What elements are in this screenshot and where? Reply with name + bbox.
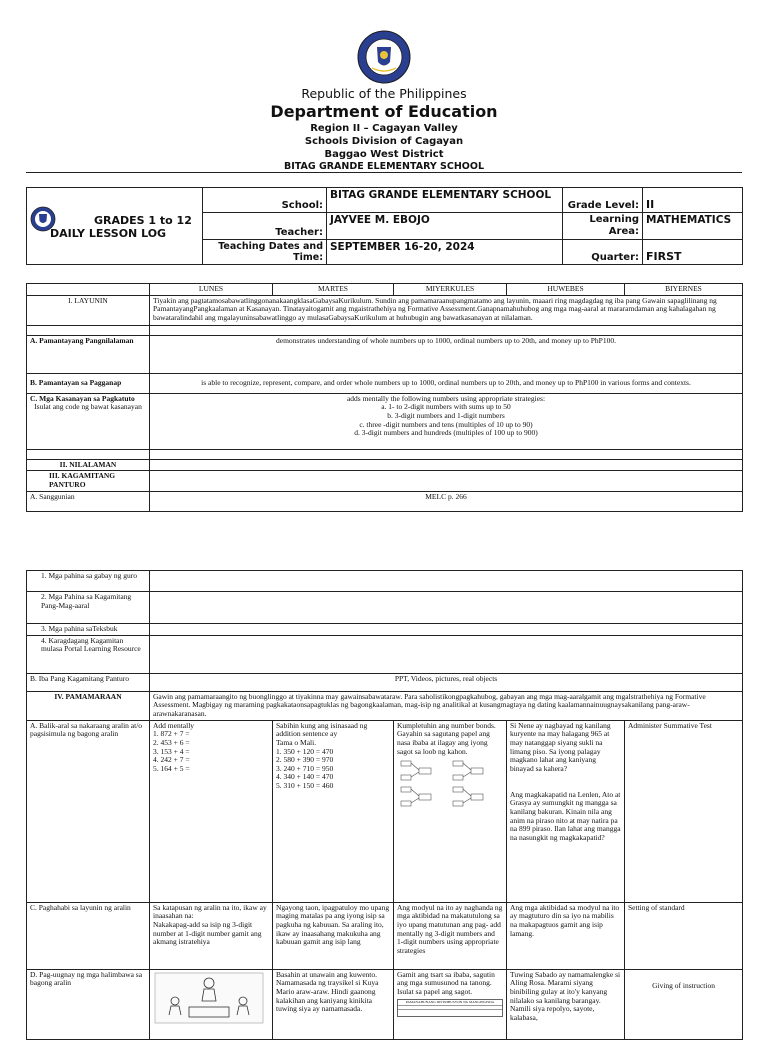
sanggunian-label: A. Sanggunian <box>27 491 150 511</box>
dates-label: Teaching Dates and Time: <box>203 240 327 265</box>
quarter-label: Quarter: <box>563 240 643 265</box>
area-value: MATHEMATICS <box>643 213 743 240</box>
grade-value: II <box>643 188 743 213</box>
gabay-guro-label: 1. Mga pahina sa gabay ng guro <box>27 571 150 592</box>
log-title-line1: GRADES 1 to 12 <box>94 214 192 227</box>
iba-pang-kagamitan-text: PPT, Videos, pictures, real objects <box>150 673 743 691</box>
pamantayang-pangnilalaman-text: demonstrates understanding of whole numbers up to 1000, ordinal numbers up to 20th, and money up to PhP100. <box>150 335 743 373</box>
kasanayan-cell <box>27 393 150 449</box>
paghahabi-tuesday: Ngayong taon, ipagpatuloy mo upang maging matalas pa ang iyong isip sa pagkuha ng kabuuan. Sa araling ito, ikaw ay inaasahang makukuha ang kabuuan gamit ang isip lang <box>273 902 394 969</box>
paghahabi-friday: Setting of standard <box>625 902 743 969</box>
lesson-plan-table-1 <box>26 283 743 512</box>
kasanayan-sub: Isulat ang code ng bawat kasanayan <box>34 402 142 412</box>
balik-aral-wednesday-cell <box>394 720 507 902</box>
balik-aral-wednesday: Kumpletuhin ang number bonds. Gayahin sa sagutang papel ang nasa ibaba at ilagay ang iyong sagot sa loob ng kahon. <box>397 720 496 756</box>
pag-uugnay-monday-cell <box>150 969 273 1039</box>
deped-logo-icon <box>30 206 56 236</box>
lesson-log-header <box>26 187 743 265</box>
day-header-monday: LUNES <box>150 284 273 296</box>
pag-uugnay-thursday: Tuwing Sabado ay namamalengke si Aling Rosa. Marami siyang binibiling gulay at ito'y kanyang nilalako sa kanilang barangay. Namili siya repolyo, sayote, kalabasa, <box>507 969 625 1039</box>
pamantayan-pagganap-label: B. Pamantayan sa Pagganap <box>27 373 150 393</box>
lesson-plan-table-2 <box>26 570 743 1040</box>
dates-value: SEPTEMBER 16-20, 2024 <box>327 240 563 265</box>
school-label: School: <box>203 188 327 213</box>
day-header-wednesday: MIYERKULES <box>394 284 507 296</box>
pag-uugnay-friday: Giving of instruction <box>625 969 743 1039</box>
pag-uugnay-tuesday: Basahin at unawain ang kuwento. Namamasada ng traysikel si Kuya Mario araw-araw. Hindi gaanong kalakihan ang kaniyang kinikita tuwing siya ay namamasada. <box>273 969 394 1039</box>
day-header-thursday: HUWEBES <box>507 284 625 296</box>
letterhead-divider <box>26 172 742 173</box>
karagdagang-kagamitan-label: 4. Karagdagang Kagamitan mulasa Portal Learning Resource <box>27 635 150 673</box>
kasanayan-text: adds mentally the following numbers using appropriate strategies: a. 1- to 2-digit numbers with sums up to 50 b. 3-digit numbers and 1-digit numbers c. three -digit numbers and tens (multiples of 10 up to 90) d. 3-digit numbers and hundreds (multiples of 100 up to 900) <box>150 393 743 449</box>
pag-uugnay-wednesday: Gamit ang tsart sa ibaba, sagutin ang mga sumusunod na tanong. Isulat sa papel ang sagot. <box>397 969 495 996</box>
region-line: Region II – Cagayan Valley <box>310 123 458 134</box>
pamamaraan-label: IV. PAMAMARAAN <box>27 691 150 720</box>
layunin-text: Tiyakin ang pagtatamosabawatlinggonanakaangklasaGabaysaKurikulum. Sundin ang pamamaraanupangmatamo ang layunin, maaari ring magdagdag ng iba pang Gawain sapaglilinang ng PamantayangPangkaalaman at Kasanayan. Tinatayaitogamit ang mgaistrathehiya ng Formative Assessment.Ganapnamahuhubog ang mga mag-aaral at mararamdaman ang kahalagahan ng bawataralindahil ang mgalayuninsabawatlinggo ay mulasaGabaysaKurikulum at huhubugin ang bawatkasanayan at nilalaman. <box>150 295 743 325</box>
paghahabi-thursday: Ang mga aktibidad sa modyul na ito ay magtuturo din sa iyo na mabilis na makapagtuos gamit ang isip lamang. <box>507 902 625 969</box>
pag-uugnay-label: D. Pag-uugnay ng mga halimbawa sa bagong aralin <box>27 969 150 1039</box>
area-label: Learning Area: <box>563 213 643 240</box>
kagamitang-panturo-text <box>150 471 743 491</box>
corner-cell <box>27 284 150 296</box>
department-line: Department of Education <box>270 102 498 121</box>
kagamitang-panturo-label: III. KAGAMITANG PANTURO <box>27 471 150 491</box>
paghahabi-label: C. Paghahabi sa layunin ng aralin <box>27 902 150 969</box>
classroom-illustration <box>153 971 269 1028</box>
fisherman-table-title: PAMANAHUNANG DISTRIBUSYON NG MANGINGISDA <box>405 999 495 1004</box>
fisherman-table <box>397 999 503 1017</box>
nilalaman-text <box>150 459 743 471</box>
pag-uugnay-wednesday-cell <box>394 969 507 1039</box>
pamantayang-pangnilalaman-label: A. Pamantayang Pangnilalaman <box>27 335 150 373</box>
district-line: Baggao West District <box>324 149 444 160</box>
layunin-label: I. LAYUNIN <box>27 295 150 325</box>
school-line: BITAG GRANDE ELEMENTARY SCHOOL <box>283 161 485 172</box>
teksbuk-label: 3. Mga pahina saTeksbuk <box>27 624 150 636</box>
number-bonds-diagram <box>397 759 503 812</box>
pamamaraan-text: Gawin ang pamamaraangito ng buonglinggo at tiyakinna may gawainsabawataraw. Para saholistikongpagkahubog, gabayan ang mga mag-aaralgamit ang mgalstrathehiya ng Formative Assessment. Magbigay ng maraming pagkakataonsapagtuklas ng bagongkaalaman, mag-isip ng analitikal at kusangmagtaya ng dating kaalamannainuugnaysakanilang pang-araw-arawnakaranasan. <box>150 691 743 720</box>
division-line: Schools Division of Cagayan <box>304 136 464 147</box>
quarter-value: FIRST <box>643 240 743 265</box>
day-header-friday: BIYERNES <box>625 284 743 296</box>
kasanayan-label: C. Mga Kasanayan sa Pagkatuto <box>30 393 135 403</box>
iba-pang-kagamitan-label: B. Iba Pang Kagamitang Panturo <box>27 673 150 691</box>
pamantayan-pagganap-text: is able to recognize, represent, compare, and order whole numbers up to 1000, ordinal numbers up to 20th, and money up to PhP100 in various forms and contexts. <box>150 373 743 393</box>
log-title-cell <box>27 188 203 265</box>
balik-aral-friday: Administer Summative Test <box>625 720 743 902</box>
republic-line: Republic of the Philippines <box>301 86 467 101</box>
sanggunian-text: MELC p. 266 <box>150 491 743 511</box>
deped-seal-icon <box>357 30 411 84</box>
grade-label: Grade Level: <box>563 188 643 213</box>
balik-aral-thursday: Si Nene ay nagbayad ng kanilang kuryente na may halagang 965 at may natanggap siyang sukli na limang piso. Sa iyong palagay magkano lahat ang kaniyang binayad sa kahera? Ang magkakapatid na Lenlen, Ato at Grasya ay sumungkit ng mangga sa kanilang bakuran. Kinain nila ang anim na piraso nito at may natira pa na 899 piraso. Ilan lahat ang mangga na nasungkit ng magkakapatid? <box>507 720 625 902</box>
pahina-kagamitang-label: 2. Mga Pahina sa Kagamitang Pang-Mag-aaral <box>27 592 150 624</box>
nilalaman-label: II. NILALAMAN <box>27 459 150 471</box>
paghahabi-monday: Sa katapusan ng aralin na ito, ikaw ay inaasahan na: Nakakapag-add sa isip ng 3-digit number at 1-digit number gamit ang akmang istratehiya <box>150 902 273 969</box>
paghahabi-wednesday: Ang modyul na ito ay naghanda ng mga aktibidad na makatutulong sa iyo upang matutunan ang pag- add mentally ng 3-digit numbers and 1-digit numbers using appropriate strategies <box>394 902 507 969</box>
teacher-label: Teacher: <box>203 213 327 240</box>
day-header-tuesday: MARTES <box>273 284 394 296</box>
balik-aral-monday: Add mentally 1. 872 + 7 = 2. 453 + 6 = 3. 153 + 4 = 4. 242 + 7 = 5. 164 + 5 = <box>150 720 273 902</box>
balik-aral-label: A. Balik-aral sa nakaraang aralin at/o pagsisimula ng bagong aralin <box>27 720 150 902</box>
teacher-value: JAYVEE M. EBOJO <box>327 213 563 240</box>
log-title-line2: DAILY LESSON LOG <box>50 227 167 240</box>
balik-aral-tuesday: Sabihin kung ang isinasaad ng addition sentence ay Tama o Mali. 1. 350 + 120 = 470 2. 580 + 390 = 970 3. 240 + 710 = 950 4. 340 + 140 = 470 5. 310 + 150 = 460 <box>273 720 394 902</box>
school-value: BITAG GRANDE ELEMENTARY SCHOOL <box>327 188 563 213</box>
